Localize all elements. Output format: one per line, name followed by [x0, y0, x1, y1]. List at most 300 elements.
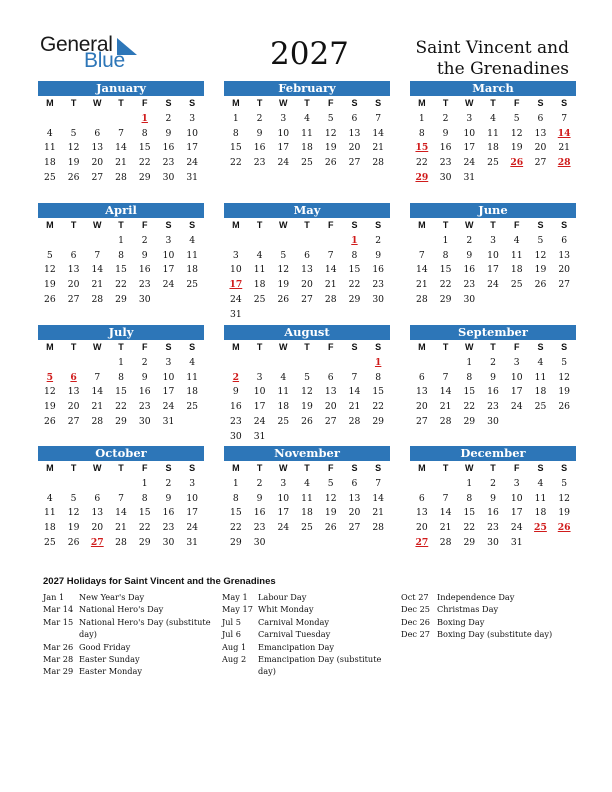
day-cell: 16 — [230, 401, 242, 413]
day-cell: 12 — [67, 507, 80, 519]
weekday-label: S — [375, 98, 382, 108]
day-cell — [62, 355, 86, 370]
week-row — [38, 491, 204, 506]
day-cell: 5 — [70, 492, 77, 504]
day-cell: 5 — [280, 249, 287, 261]
day-cell: 12 — [510, 127, 523, 139]
holiday-row — [43, 641, 214, 653]
weekday-label: M — [232, 98, 240, 108]
weekday-header-row — [38, 340, 204, 355]
weekday-label: S — [165, 220, 172, 230]
holiday-name: Carnival Tuesday — [258, 629, 331, 640]
day-cell: 6 — [561, 234, 568, 246]
day-cell: 10 — [277, 492, 290, 504]
day-cell: 26 — [324, 522, 337, 534]
day-cell — [38, 476, 62, 491]
week-row — [38, 248, 204, 263]
day-cell: 18 — [487, 142, 499, 154]
holiday-name: Boxing Day (substitute day) — [437, 629, 553, 640]
week-row — [410, 399, 576, 414]
day-cell: 13 — [534, 127, 547, 139]
day-cell: 10 — [277, 127, 290, 139]
week-row — [38, 140, 204, 155]
day-cell: 30 — [253, 536, 266, 548]
day-cell — [248, 307, 272, 322]
day-cell: 21 — [324, 279, 337, 291]
holiday-day-cell: 27 — [90, 536, 104, 548]
day-cell: 17 — [162, 264, 175, 276]
day-cell: 10 — [162, 371, 175, 383]
day-cell: 28 — [91, 415, 104, 427]
week-row — [224, 140, 390, 155]
day-cell: 7 — [442, 492, 449, 504]
day-cell: 22 — [463, 522, 476, 534]
weekday-header-row — [38, 96, 204, 111]
holiday-day-cell: 5 — [46, 371, 54, 383]
weekday-header-row — [224, 96, 390, 111]
week-row — [38, 155, 204, 170]
month-header: September — [410, 325, 576, 340]
day-cell: 8 — [232, 492, 239, 504]
day-cell: 8 — [466, 492, 473, 504]
weekday-label: S — [537, 98, 544, 108]
day-cell: 3 — [256, 371, 263, 383]
week-row — [224, 262, 390, 277]
day-cell: 23 — [138, 279, 151, 291]
holiday-day-cell: 26 — [510, 157, 524, 169]
day-cell: 7 — [375, 112, 382, 124]
holiday-day-cell: 2 — [232, 371, 240, 383]
weekday-label: S — [189, 463, 196, 473]
week-row — [38, 476, 204, 491]
day-cell: 2 — [141, 234, 148, 246]
day-cell: 24 — [463, 157, 476, 169]
day-cell: 16 — [138, 264, 151, 276]
day-cell: 20 — [301, 279, 313, 291]
day-cell — [271, 355, 295, 370]
weekday-label: S — [561, 463, 568, 473]
holiday-row — [222, 628, 393, 640]
day-cell: 23 — [162, 522, 175, 534]
holiday-row — [401, 591, 572, 603]
day-cell — [248, 355, 272, 370]
day-cell: 25 — [301, 522, 313, 534]
day-cell: 12 — [324, 492, 337, 504]
day-cell: 3 — [513, 477, 520, 489]
day-cell: 4 — [490, 112, 496, 124]
month-header: December — [410, 446, 576, 461]
day-cell: 23 — [372, 279, 385, 291]
holiday-row — [43, 603, 214, 615]
day-cell: 19 — [277, 279, 290, 291]
day-cell: 21 — [439, 401, 452, 413]
day-cell: 20 — [324, 401, 337, 413]
week-row — [224, 277, 390, 292]
day-cell: 30 — [138, 293, 151, 305]
day-cell: 13 — [67, 264, 80, 276]
day-cell — [271, 307, 295, 322]
day-cell: 9 — [442, 127, 449, 139]
day-cell: 12 — [558, 492, 571, 504]
day-cell: 26 — [44, 293, 56, 305]
day-cell: 23 — [439, 157, 452, 169]
week-row — [410, 248, 576, 263]
day-cell: 26 — [44, 415, 56, 427]
week-row — [38, 111, 204, 126]
weekday-label: M — [46, 463, 54, 473]
week-row — [224, 248, 390, 263]
calendar-year: 2027 — [270, 36, 349, 72]
week-row — [38, 520, 204, 535]
day-cell: 31 — [463, 171, 476, 183]
weekday-label: S — [537, 342, 544, 352]
week-row — [38, 262, 204, 277]
week-row — [410, 126, 576, 141]
day-cell: 7 — [561, 112, 568, 124]
day-cell: 29 — [138, 171, 151, 183]
day-cell: 25 — [44, 171, 56, 183]
day-cell: 9 — [256, 127, 263, 139]
holiday-day-cell: 1 — [141, 112, 148, 124]
holiday-column — [222, 591, 393, 678]
day-cell: 18 — [186, 386, 199, 398]
day-cell: 7 — [418, 249, 425, 261]
holiday-row — [43, 665, 214, 677]
day-cell: 6 — [351, 112, 358, 124]
weekday-label: W — [465, 220, 474, 230]
day-cell: 29 — [463, 415, 476, 427]
weekday-label: F — [141, 342, 148, 352]
holiday-date: Mar 15 — [43, 616, 74, 627]
weekday-label: M — [46, 220, 54, 230]
day-cell: 14 — [439, 386, 452, 398]
day-cell: 11 — [301, 127, 313, 139]
day-cell: 15 — [463, 507, 476, 519]
day-cell: 19 — [510, 142, 523, 154]
week-row — [410, 505, 576, 520]
day-cell: 3 — [232, 249, 239, 261]
day-cell: 2 — [375, 234, 382, 246]
holiday-day-cell: 15 — [415, 142, 429, 154]
day-cell: 27 — [67, 415, 80, 427]
weekday-header-row — [410, 340, 576, 355]
weekday-label: W — [93, 342, 102, 352]
holiday-column — [401, 591, 572, 641]
day-cell: 18 — [301, 507, 313, 519]
day-cell: 11 — [186, 371, 199, 383]
day-cell: 3 — [189, 477, 196, 489]
day-cell: 16 — [253, 142, 266, 154]
day-cell: 23 — [138, 401, 151, 413]
weekday-header-row — [410, 96, 576, 111]
week-row — [410, 233, 576, 248]
day-cell: 1 — [418, 112, 425, 124]
holiday-day-cell: 28 — [557, 157, 571, 169]
day-cell: 4 — [46, 127, 53, 139]
day-cell — [343, 307, 367, 322]
day-cell: 6 — [304, 249, 310, 261]
day-cell: 8 — [141, 492, 148, 504]
day-cell: 27 — [67, 293, 80, 305]
day-cell: 24 — [162, 279, 175, 291]
week-row — [224, 384, 390, 399]
day-cell: 14 — [416, 264, 428, 276]
holiday-day-cell: 1 — [374, 356, 382, 368]
day-cell: 8 — [442, 249, 449, 261]
day-cell: 23 — [487, 522, 499, 534]
day-cell — [295, 429, 319, 444]
day-cell: 14 — [372, 492, 385, 504]
month-header: November — [224, 446, 390, 461]
day-cell: 13 — [416, 386, 428, 398]
holiday-date: Dec 26 — [401, 616, 431, 627]
holiday-date: Mar 29 — [43, 666, 74, 677]
holiday-day-cell: 6 — [70, 371, 77, 383]
day-cell — [109, 111, 133, 126]
weekday-label: S — [165, 98, 172, 108]
day-cell: 22 — [138, 157, 151, 169]
weekday-label: S — [561, 342, 568, 352]
day-cell: 28 — [115, 171, 127, 183]
day-cell: 14 — [324, 264, 337, 276]
day-cell: 3 — [189, 112, 196, 124]
day-cell: 19 — [558, 507, 571, 519]
day-cell: 15 — [372, 386, 385, 398]
day-cell: 4 — [537, 477, 544, 489]
day-cell: 7 — [442, 371, 449, 383]
day-cell: 18 — [253, 279, 266, 291]
week-row — [38, 292, 204, 307]
day-cell: 2 — [442, 112, 449, 124]
weekday-label: F — [141, 220, 148, 230]
holiday-date: Aug 1 — [222, 641, 247, 652]
day-cell: 26 — [67, 536, 80, 548]
day-cell: 3 — [513, 356, 520, 368]
holiday-name: Independence Day — [437, 592, 515, 602]
day-cell: 4 — [537, 356, 544, 368]
day-cell: 6 — [537, 112, 544, 124]
weekday-label: T — [304, 463, 310, 473]
day-cell: 12 — [534, 249, 547, 261]
weekday-label: W — [279, 220, 288, 230]
holiday-row — [401, 616, 572, 628]
day-cell: 15 — [138, 142, 151, 154]
day-cell: 29 — [138, 536, 151, 548]
weekday-label: F — [141, 98, 148, 108]
weekday-label: S — [375, 463, 382, 473]
week-row — [224, 520, 390, 535]
month-february — [224, 81, 390, 170]
day-cell: 28 — [91, 293, 104, 305]
day-cell — [271, 233, 295, 248]
day-cell: 28 — [348, 415, 361, 427]
day-cell — [366, 307, 390, 322]
day-cell: 10 — [186, 127, 199, 139]
day-cell: 7 — [351, 371, 358, 383]
day-cell: 13 — [301, 264, 313, 276]
day-cell: 30 — [230, 430, 242, 442]
day-cell: 24 — [162, 401, 175, 413]
weekday-label: W — [465, 98, 474, 108]
week-row — [410, 355, 576, 370]
day-cell: 22 — [115, 279, 127, 291]
day-cell: 22 — [372, 401, 385, 413]
day-cell: 13 — [348, 492, 361, 504]
day-cell: 6 — [418, 371, 425, 383]
day-cell — [552, 414, 576, 429]
week-row — [410, 170, 576, 185]
day-cell: 17 — [510, 507, 523, 519]
day-cell: 3 — [280, 477, 287, 489]
day-cell: 24 — [230, 293, 242, 305]
day-cell: 30 — [463, 293, 476, 305]
weekday-label: T — [442, 463, 449, 473]
holiday-name: Emancipation Day — [258, 641, 335, 652]
day-cell: 10 — [463, 127, 476, 139]
day-cell: 3 — [165, 234, 172, 246]
day-cell: 25 — [186, 279, 199, 291]
day-cell: 13 — [67, 386, 80, 398]
day-cell: 30 — [162, 171, 175, 183]
day-cell: 2 — [490, 477, 496, 489]
day-cell: 4 — [256, 249, 263, 261]
day-cell: 23 — [463, 279, 476, 291]
week-row — [38, 170, 204, 185]
day-cell: 4 — [46, 492, 53, 504]
day-cell: 21 — [439, 522, 452, 534]
day-cell: 6 — [418, 492, 425, 504]
day-cell: 15 — [230, 142, 242, 154]
day-cell: 16 — [162, 142, 175, 154]
holiday-date: Jan 1 — [43, 592, 65, 602]
holiday-row — [222, 616, 393, 628]
holiday-name: Carnival Monday — [258, 616, 330, 627]
day-cell: 16 — [138, 386, 151, 398]
weekday-label: W — [93, 463, 102, 473]
holiday-day-cell: 1 — [351, 234, 358, 246]
holiday-day-cell: 27 — [415, 536, 429, 548]
day-cell: 26 — [324, 157, 337, 169]
day-cell: 8 — [466, 371, 473, 383]
holiday-row — [222, 653, 393, 678]
day-cell: 26 — [301, 415, 313, 427]
weekday-label: T — [118, 98, 124, 108]
day-cell: 21 — [91, 279, 104, 291]
day-cell: 7 — [94, 371, 101, 383]
day-cell: 9 — [232, 386, 239, 398]
holiday-day-cell: 17 — [229, 279, 243, 291]
week-row — [410, 520, 576, 535]
day-cell: 5 — [304, 371, 310, 383]
holiday-day-cell: 29 — [415, 171, 429, 183]
holiday-row — [222, 641, 393, 653]
weekday-label: T — [490, 463, 496, 473]
day-cell — [529, 292, 553, 307]
weekday-label: T — [256, 342, 263, 352]
day-cell — [505, 170, 529, 185]
week-row — [410, 277, 576, 292]
day-cell: 20 — [416, 401, 428, 413]
day-cell: 19 — [301, 401, 313, 413]
week-row — [224, 535, 390, 550]
day-cell: 12 — [44, 386, 56, 398]
day-cell: 2 — [256, 112, 263, 124]
day-cell — [410, 476, 434, 491]
day-cell: 18 — [44, 522, 56, 534]
weekday-label: F — [327, 342, 334, 352]
day-cell — [295, 535, 319, 550]
day-cell — [505, 414, 529, 429]
month-header: February — [224, 81, 390, 96]
weekday-label: W — [93, 98, 102, 108]
day-cell: 1 — [466, 477, 473, 489]
week-row — [38, 277, 204, 292]
day-cell: 31 — [230, 308, 242, 320]
day-cell: 1 — [232, 112, 239, 124]
week-row — [410, 111, 576, 126]
day-cell: 2 — [256, 477, 263, 489]
day-cell: 27 — [348, 157, 361, 169]
week-row — [224, 111, 390, 126]
weekday-label: M — [418, 342, 426, 352]
day-cell: 22 — [416, 157, 428, 169]
holiday-name: Boxing Day — [437, 616, 485, 627]
day-cell — [529, 414, 553, 429]
day-cell: 10 — [230, 264, 242, 276]
day-cell: 4 — [189, 356, 196, 368]
day-cell: 15 — [138, 507, 151, 519]
day-cell: 29 — [115, 415, 127, 427]
day-cell — [157, 292, 181, 307]
day-cell: 4 — [304, 477, 310, 489]
holiday-date: Aug 2 — [222, 654, 247, 665]
day-cell: 10 — [162, 249, 175, 261]
weekday-label: T — [118, 342, 124, 352]
day-cell: 20 — [91, 157, 104, 169]
weekday-label: T — [304, 98, 310, 108]
day-cell: 20 — [348, 142, 361, 154]
weekday-label: M — [232, 463, 240, 473]
day-cell: 25 — [277, 415, 290, 427]
weekday-label: S — [165, 342, 172, 352]
day-cell: 14 — [439, 507, 452, 519]
day-cell: 4 — [280, 371, 287, 383]
week-row — [38, 126, 204, 141]
day-cell: 9 — [141, 371, 148, 383]
day-cell: 14 — [372, 127, 385, 139]
day-cell: 25 — [44, 536, 56, 548]
week-row — [38, 384, 204, 399]
day-cell: 24 — [277, 522, 290, 534]
holiday-name: Easter Sunday — [79, 654, 140, 665]
day-cell — [410, 233, 434, 248]
day-cell: 15 — [230, 507, 242, 519]
week-row — [410, 140, 576, 155]
day-cell: 16 — [439, 142, 452, 154]
day-cell — [505, 292, 529, 307]
day-cell: 9 — [256, 492, 263, 504]
day-cell: 6 — [70, 249, 77, 261]
holiday-name: Easter Monday — [79, 666, 143, 677]
month-january — [38, 81, 204, 185]
weekday-header-row — [410, 218, 576, 233]
week-row — [410, 414, 576, 429]
week-row — [224, 399, 390, 414]
day-cell — [366, 429, 390, 444]
day-cell: 9 — [165, 492, 172, 504]
month-header: March — [410, 81, 576, 96]
day-cell — [248, 233, 272, 248]
